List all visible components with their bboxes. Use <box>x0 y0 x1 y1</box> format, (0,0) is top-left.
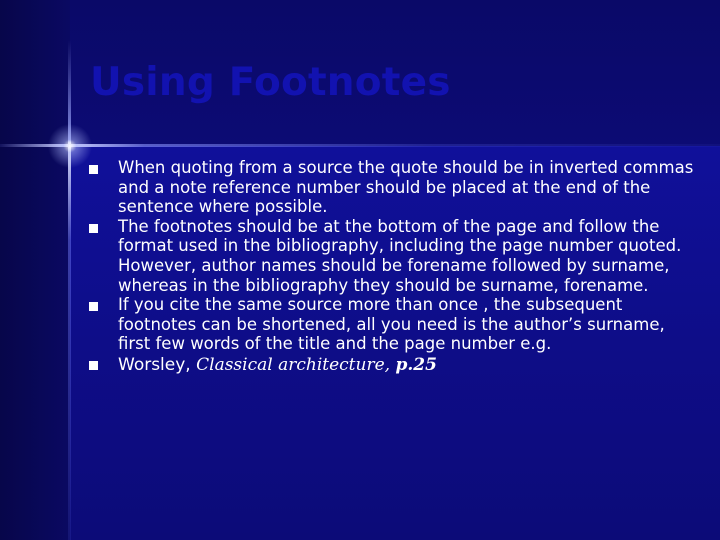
left-band <box>0 0 70 540</box>
square-bullet-icon <box>89 224 98 233</box>
bullet-text: The footnotes should be at the bottom of the page and follow the format used in the bibliography, including the page number quoted. However, author names should be forename followed by surname, whereas in the bibliography they should be surname, forename. <box>118 216 682 295</box>
bullet-item <box>88 295 698 354</box>
example-title: Classical architecture, <box>196 354 396 375</box>
example-citation <box>118 354 698 376</box>
square-bullet-icon <box>89 361 98 370</box>
example-page-ref: p.25 <box>395 354 437 375</box>
bullet-item-example <box>88 354 698 376</box>
bullet-list <box>88 158 698 376</box>
bullet-text: When quoting from a source the quote should be in inverted commas and a note reference number should be placed at the end of the sentence where possible. <box>118 158 694 217</box>
square-bullet-icon <box>89 165 98 174</box>
slide-title: Using Footnotes <box>90 60 451 105</box>
bullet-text: If you cite the same source more than once , the subsequent footnotes can be shortened, all you need is the author’s surname, first few words of the title and the page number e.g. <box>118 295 665 354</box>
square-bullet-icon <box>89 302 98 311</box>
bullet-item <box>88 158 698 217</box>
example-author: Worsley, <box>118 354 197 375</box>
bullet-item <box>88 217 698 295</box>
lens-flare-vertical <box>68 40 71 540</box>
lens-flare-horizontal <box>0 144 720 147</box>
